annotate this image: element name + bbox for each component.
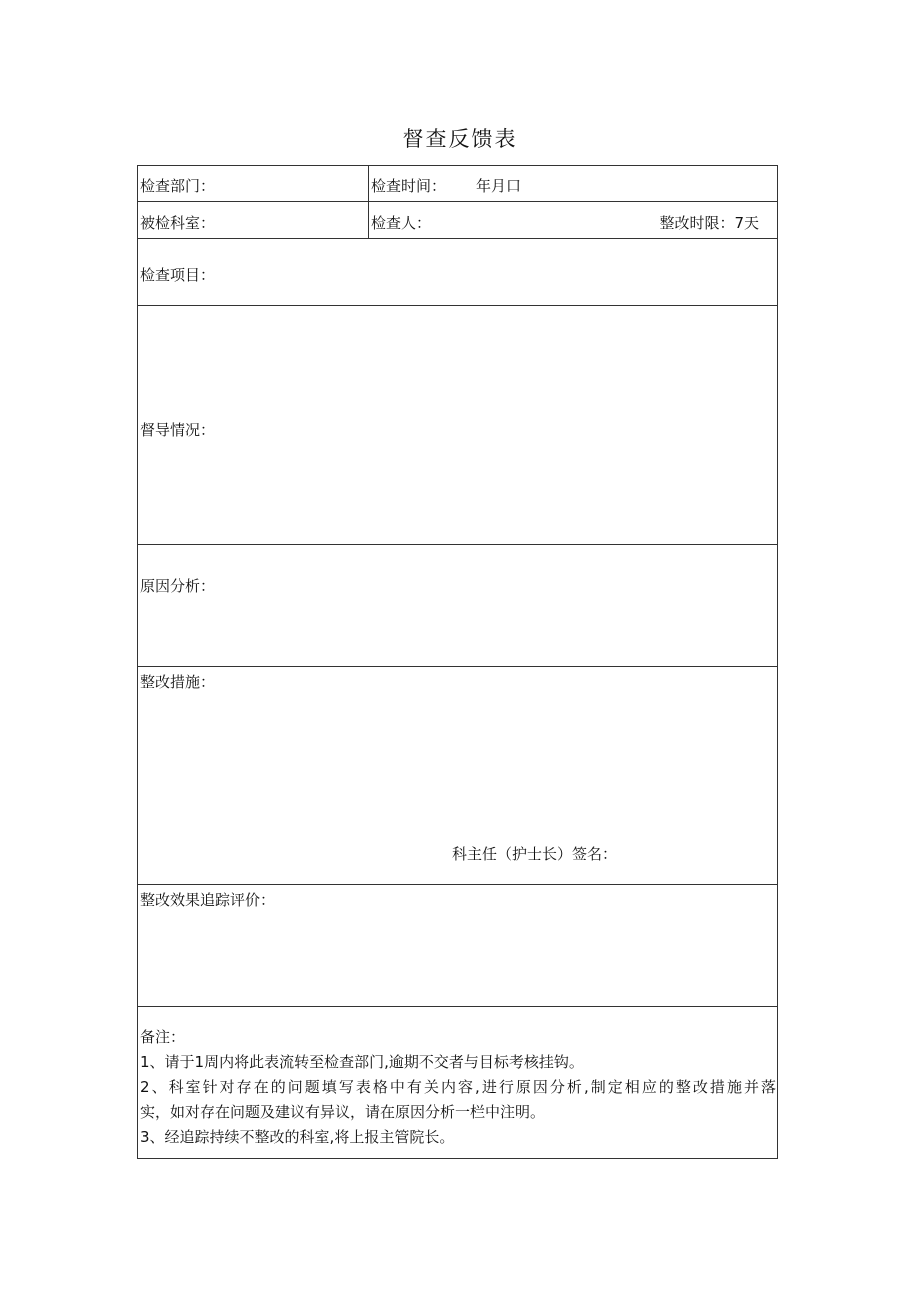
deadline-label: 整改时限：7天: [659, 214, 759, 232]
notes-line-2a: 2、科室针对存在的问题填写表格中有关内容,进行原因分析,制定相应的整改措施并落: [140, 1078, 776, 1096]
row-dept-time: [138, 166, 777, 202]
time-label: 检查时间：: [371, 177, 447, 195]
signature-label: 科主任（护士长）签名：: [452, 845, 618, 863]
row-supervision[interactable]: [138, 306, 777, 545]
row-items[interactable]: [138, 239, 777, 306]
notes-block: [140, 1025, 776, 1150]
time-value: 年月口: [476, 177, 522, 195]
dept-cell[interactable]: [138, 166, 368, 201]
row-notes: [138, 1007, 777, 1160]
measures-label: 整改措施：: [140, 673, 216, 691]
inspector-cell[interactable]: [368, 202, 777, 238]
notes-line-2b: 实，如对存在问题及建议有异议，请在原因分析一栏中注明。: [140, 1103, 546, 1121]
row-evaluation[interactable]: [138, 885, 777, 1007]
page-title: 督查反馈表: [402, 127, 518, 151]
row-dept-inspector: [138, 202, 777, 239]
notes-line-1: 1、请于1周内将此表流转至检查部门,逾期不交者与目标考核挂钩。: [140, 1053, 584, 1071]
feedback-form: [137, 165, 778, 1159]
evaluation-label: 整改效果追踪评价：: [140, 891, 276, 909]
cause-label: 原因分析：: [140, 577, 216, 595]
row-measures[interactable]: [138, 667, 777, 885]
dept-label: 检查部门：: [140, 177, 216, 195]
supervision-label: 督导情况：: [140, 421, 216, 439]
time-cell[interactable]: [368, 166, 777, 201]
inspected-dept-cell[interactable]: [138, 202, 368, 238]
inspected-dept-label: 被检科室：: [140, 214, 216, 232]
inspector-label: 检查人：: [371, 214, 432, 232]
notes-heading: 备注：: [140, 1028, 186, 1046]
items-label: 检查项目：: [140, 266, 216, 284]
notes-line-3: 3、经追踪持续不整改的科室,将上报主管院长。: [140, 1128, 455, 1146]
row-cause[interactable]: [138, 545, 777, 667]
